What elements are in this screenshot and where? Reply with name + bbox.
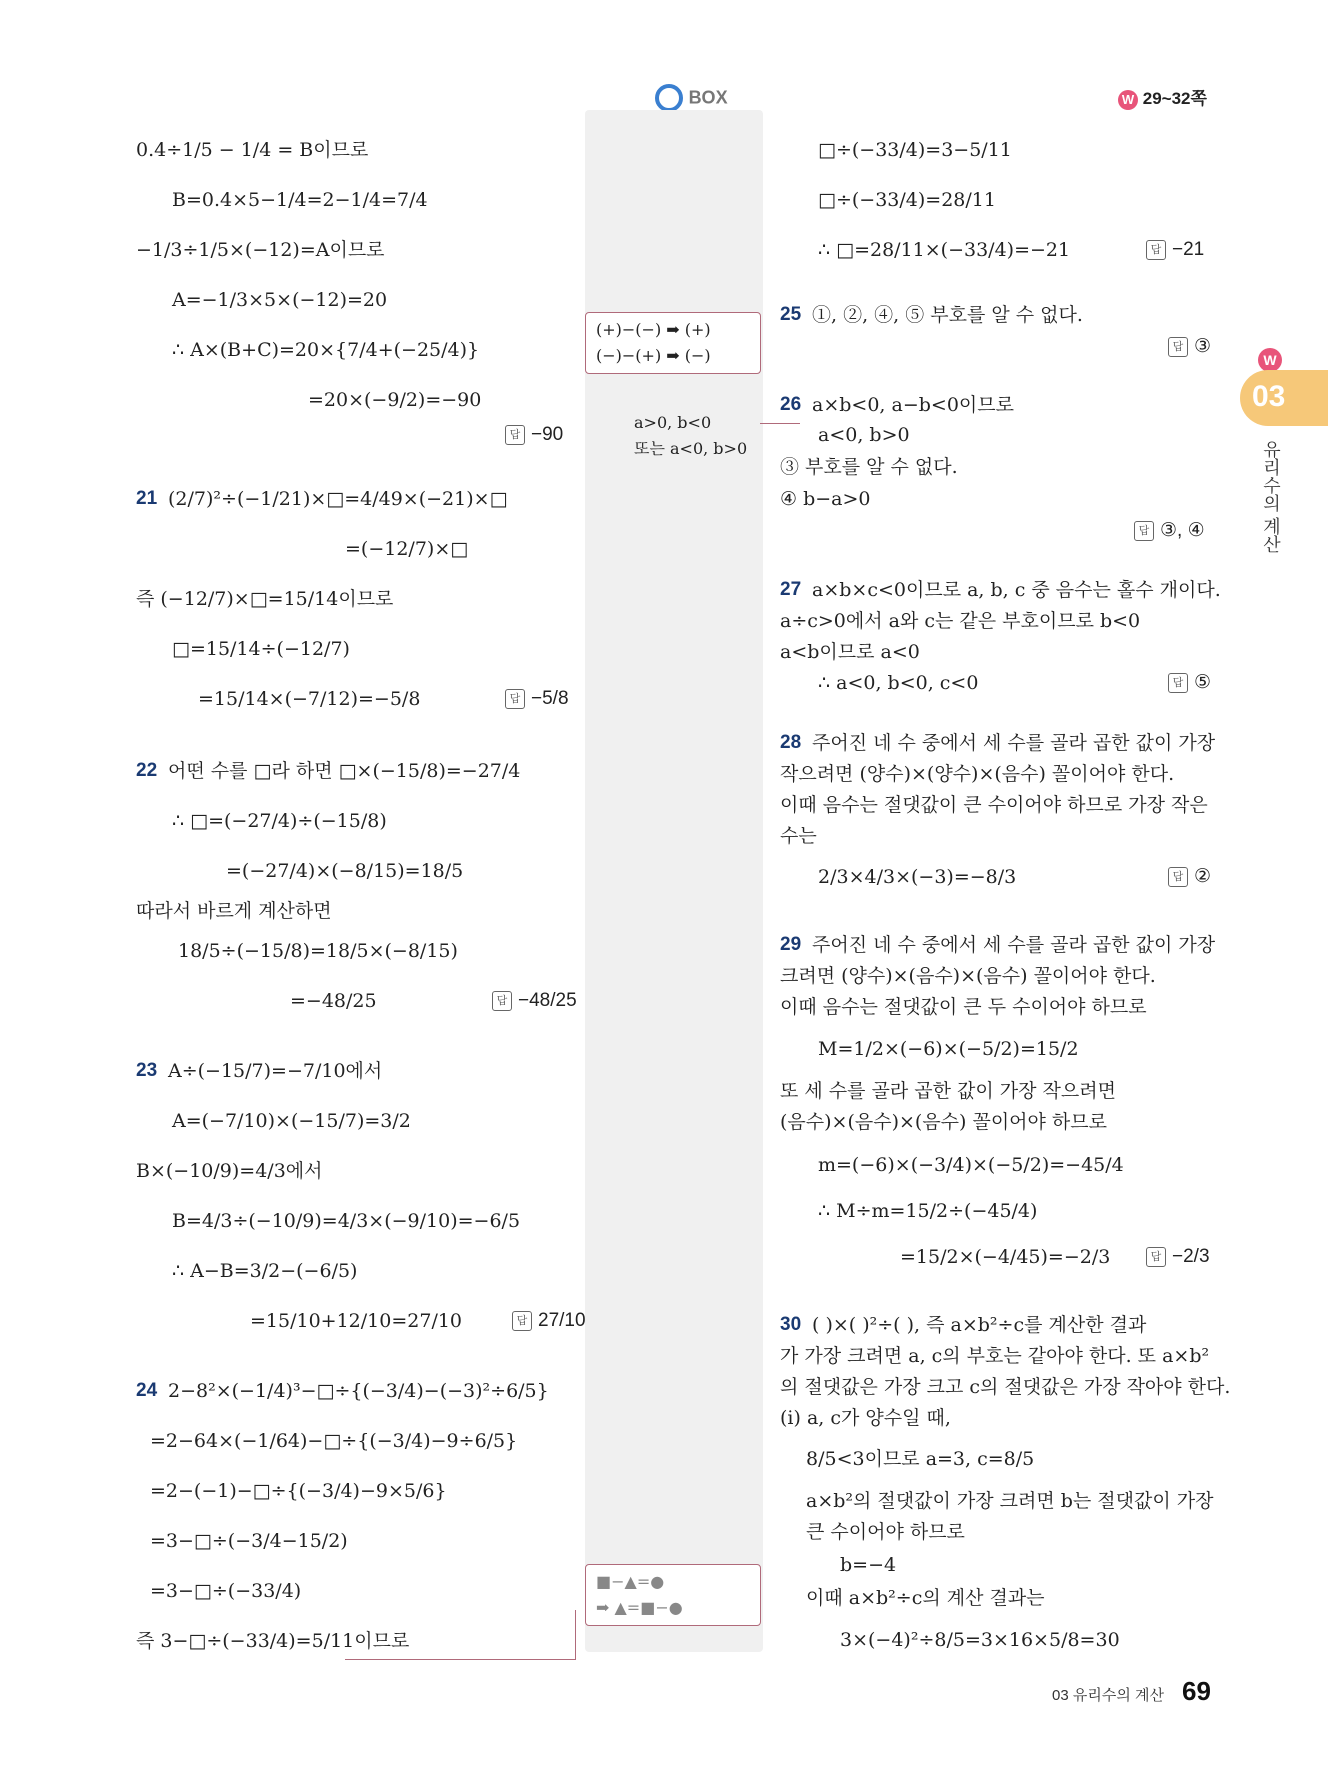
w-tab-icon: W (1258, 348, 1282, 372)
line: M=1/2×(−6)×(−5/2)=15/2 (818, 1038, 1079, 1060)
answer-23: 답 27/10 (512, 1306, 586, 1336)
line: 8/5<3이므로 a=3, c=8/5 (806, 1448, 1035, 1470)
answer-icon: 답 (1168, 673, 1188, 693)
sign-rule-note: (+)−(−) ➡ (+) (−)−(+) ➡ (−) (585, 312, 761, 374)
box-logo (655, 84, 728, 112)
line: 이때 음수는 절댓값이 큰 두 수이어야 하므로 (780, 996, 1147, 1018)
chapter-tab (1240, 370, 1328, 426)
chapter-number: 03 (1252, 380, 1286, 413)
q-icon (655, 84, 683, 112)
answer-icon: 답 (1146, 1247, 1166, 1267)
line: 이때 음수는 절댓값이 큰 수이어야 하므로 가장 작은 (780, 794, 1208, 816)
line: =−48/25 (290, 990, 377, 1012)
line: ∴ A−B=3/2−(−6/5) (172, 1260, 358, 1282)
problem-number: 28 (780, 732, 802, 753)
line: A÷(−15/7)=−7/10에서 (168, 1060, 383, 1082)
line: ①, ②, ④, ⑤ 부호를 알 수 없다. (812, 304, 1083, 326)
line: a<b이므로 a<0 (780, 641, 920, 663)
shape-rule-note: ■−▲=● ➡ ▲=■−● (585, 1564, 761, 1626)
line: (음수)×(음수)×(음수) 꼴이어야 하므로 (780, 1111, 1107, 1133)
page-number: 69 (1182, 1676, 1211, 1706)
line: ∴ a<0, b<0, c<0 (818, 672, 979, 694)
line: 이때 a×b²÷c의 계산 결과는 (806, 1587, 1045, 1609)
problem-number: 27 (780, 579, 802, 600)
problem-number: 30 (780, 1314, 802, 1335)
line: 가 가장 크려면 a, c의 부호는 같아야 한다. 또 a×b² (780, 1345, 1210, 1367)
line: 작으려면 (양수)×(양수)×(음수) 꼴이어야 한다. (780, 763, 1175, 785)
answer-22: 답 −48/25 (492, 986, 577, 1016)
line: 2/3×4/3×(−3)=−8/3 (818, 866, 1017, 888)
line: B=4/3÷(−10/9)=4/3×(−9/10)=−6/5 (172, 1210, 521, 1232)
line: 주어진 네 수 중에서 세 수를 골라 곱한 값이 가장 (812, 934, 1216, 956)
line: =2−64×(−1/64)−□÷{(−3/4)−9÷6/5} (150, 1430, 518, 1452)
answer-icon: 답 (505, 425, 525, 445)
line: ④ b−a>0 (780, 488, 871, 510)
answer-icon: 답 (1134, 521, 1154, 541)
line: a×b<0, a−b<0이므로 (812, 394, 1014, 416)
problem-number: 26 (780, 394, 802, 415)
line: ∴ □=(−27/4)÷(−15/8) (172, 810, 387, 832)
line: 수는 (780, 825, 817, 847)
line: a×b×c<0이므로 a, b, c 중 음수는 홀수 개이다. (812, 579, 1221, 601)
line: 주어진 네 수 중에서 세 수를 골라 곱한 값이 가장 (812, 732, 1216, 754)
line: 즉 (−12/7)×□=15/14이므로 (136, 588, 394, 610)
line: =3−□÷(−33/4) (150, 1580, 302, 1602)
line: B=0.4×5−1/4=2−1/4=7/4 (172, 189, 428, 211)
line: ∴ M÷m=15/2÷(−45/4) (818, 1200, 1038, 1222)
connector-line-26 (760, 423, 800, 424)
answer-icon: 답 (1146, 240, 1166, 260)
connector-line-v (575, 1610, 576, 1660)
line: −1/3÷1/5×(−12)=A이므로 (136, 239, 385, 261)
line: ∴ A×(B+C)=20×{7/4+(−25/4)} (172, 339, 480, 361)
line: □÷(−33/4)=28/11 (818, 189, 996, 211)
line: =(−27/4)×(−8/15)=18/5 (226, 860, 464, 882)
line: =(−12/7)×□ (345, 538, 469, 560)
problem-number: 23 (136, 1060, 158, 1081)
line: (i) a, c가 양수일 때, (780, 1407, 951, 1429)
line: m=(−6)×(−3/4)×(−5/2)=−45/4 (818, 1154, 1124, 1176)
answer-icon: 답 (1168, 867, 1188, 887)
condition-note: a>0, b<0 또는 a<0, b>0 (634, 413, 748, 458)
line: =20×(−9/2)=−90 (308, 389, 482, 411)
line: 따라서 바르게 계산하면 (136, 900, 332, 922)
answer-25: 답 ③ (1168, 332, 1211, 362)
line: □÷(−33/4)=3−5/11 (818, 139, 1012, 161)
line: =15/2×(−4/45)=−2/3 (900, 1246, 1111, 1268)
line: 크려면 (양수)×(음수)×(음수) 꼴이어야 한다. (780, 965, 1156, 987)
page-ref: W 29~32쪽 (1118, 84, 1207, 110)
line: 큰 수이어야 하므로 (806, 1521, 965, 1543)
answer-24: 답 −21 (1146, 235, 1204, 265)
line: a<0, b>0 (818, 424, 910, 446)
line: 즉 3−□÷(−33/4)=5/11이므로 (136, 1630, 410, 1652)
answer-icon: 답 (505, 689, 525, 709)
answer-28: 답 ② (1168, 862, 1211, 892)
answer-20: 답 −90 (505, 420, 563, 450)
answer-29: 답 −2/3 (1146, 1242, 1210, 1272)
answer-icon: 답 (512, 1311, 532, 1331)
line: =2−(−1)−□÷{(−3/4)−9×5/6} (150, 1480, 447, 1502)
line: ( )×( )²÷( ), 즉 a×b²÷c를 계산한 결과 (812, 1314, 1147, 1336)
line: 0.4÷1/5 − 1/4 = B이므로 (136, 139, 369, 161)
line: 3×(−4)²÷8/5=3×16×5/8=30 (840, 1629, 1120, 1651)
answer-21: 답 −5/8 (505, 684, 569, 714)
problem-number: 24 (136, 1380, 158, 1401)
line: a÷c>0에서 a와 c는 같은 부호이므로 b<0 (780, 610, 1141, 632)
footer-chapter-title: 03 유리수의 계산 (1052, 1687, 1164, 1704)
line: a×b²의 절댓값이 가장 크려면 b는 절댓값이 가장 (806, 1490, 1214, 1512)
line: 또 세 수를 골라 곱한 값이 가장 작으려면 (780, 1080, 1116, 1102)
chapter-side-title: 유리수의 계산 (1261, 440, 1281, 554)
line: =3−□÷(−3/4−15/2) (150, 1530, 348, 1552)
line: 어떤 수를 □라 하면 □×(−15/8)=−27/4 (168, 760, 521, 782)
line: 의 절댓값은 가장 크고 c의 절댓값은 가장 작아야 한다. (780, 1376, 1231, 1398)
line: A=(−7/10)×(−15/7)=3/2 (172, 1110, 411, 1132)
line: ∴ □=28/11×(−33/4)=−21 (818, 239, 1071, 261)
connector-line (345, 1659, 575, 1660)
line: 18/5÷(−15/8)=18/5×(−8/15) (178, 940, 458, 962)
line: A=−1/3×5×(−12)=20 (172, 289, 388, 311)
answer-26: 답 ③, ④ (1134, 516, 1205, 546)
line: =15/10+12/10=27/10 (250, 1310, 463, 1332)
line: 2−8²×(−1/4)³−□÷{(−3/4)−(−3)²÷6/5} (168, 1380, 549, 1402)
answer-27: 답 ⑤ (1168, 668, 1211, 698)
problem-number: 22 (136, 760, 158, 781)
line: =15/14×(−7/12)=−5/8 (198, 688, 421, 710)
line: b=−4 (840, 1554, 897, 1576)
problem-number: 25 (780, 304, 802, 325)
w-icon: W (1118, 90, 1138, 110)
line: (2/7)²÷(−1/21)×□=4/49×(−21)×□ (168, 488, 508, 510)
line: ③ 부호를 알 수 없다. (780, 456, 958, 478)
answer-icon: 답 (1168, 337, 1188, 357)
problem-number: 29 (780, 934, 802, 955)
answer-icon: 답 (492, 991, 512, 1011)
problem-number: 21 (136, 488, 158, 509)
line: B×(−10/9)=4/3에서 (136, 1160, 323, 1182)
line: □=15/14÷(−12/7) (172, 638, 350, 660)
box-label: BOX (688, 87, 728, 108)
